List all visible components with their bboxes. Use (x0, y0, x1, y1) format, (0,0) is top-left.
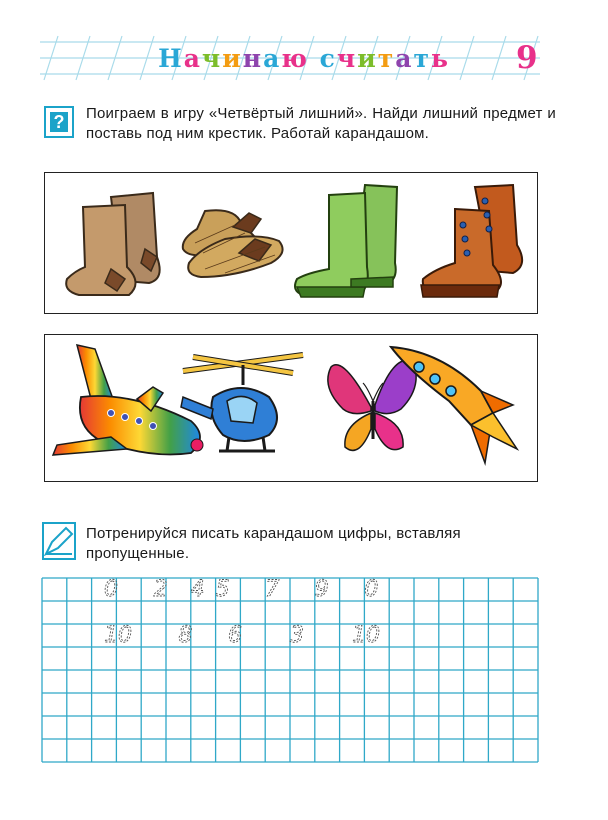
dotted-digit-row1: 7 (265, 577, 280, 602)
question-glyph: ? (50, 112, 68, 132)
task1-instructions: Поиграем в игру «Четвёртый лишний». Найди лишний предмет и поставь под ним крестик. Работай карандашом. (86, 105, 556, 142)
title-letter: ь (430, 44, 450, 73)
title-letter: ч (201, 44, 223, 73)
dotted-digit-row1: 4 (190, 577, 205, 602)
dotted-digit-row1: 2 (153, 577, 168, 602)
title-letter: и (222, 44, 243, 73)
dotted-digit-row1: 9 (314, 577, 329, 602)
title-letter: т (377, 44, 396, 73)
page-number: 9 (516, 40, 538, 76)
dotted-digit-row2: 10 (104, 623, 132, 648)
dotted-digit-row2: 6 (228, 623, 242, 648)
title-letter: н (242, 44, 264, 73)
dotted-digit-row1: 0 (364, 577, 379, 602)
title-letter: а (395, 44, 414, 73)
dotted-digit-row2: 10 (352, 623, 380, 648)
title-letter: с (319, 44, 337, 73)
dotted-digit-row1: 5 (215, 577, 230, 602)
dotted-digit-row1: 0 (104, 577, 118, 602)
title-letter: и (357, 44, 378, 73)
title-letter: ю (281, 44, 309, 73)
title-letter: а (183, 44, 202, 73)
title-letter: т (413, 44, 431, 73)
title-letter: ч (336, 44, 358, 73)
title-letter: Н (158, 44, 184, 73)
dotted-digit-row2: 8 (178, 623, 193, 648)
dotted-digit-row2: 3 (290, 623, 304, 648)
title-letter: а (263, 44, 282, 73)
task2-instructions: Потренируйся писать карандашом цифры, вставляя пропущенные. (86, 525, 461, 562)
